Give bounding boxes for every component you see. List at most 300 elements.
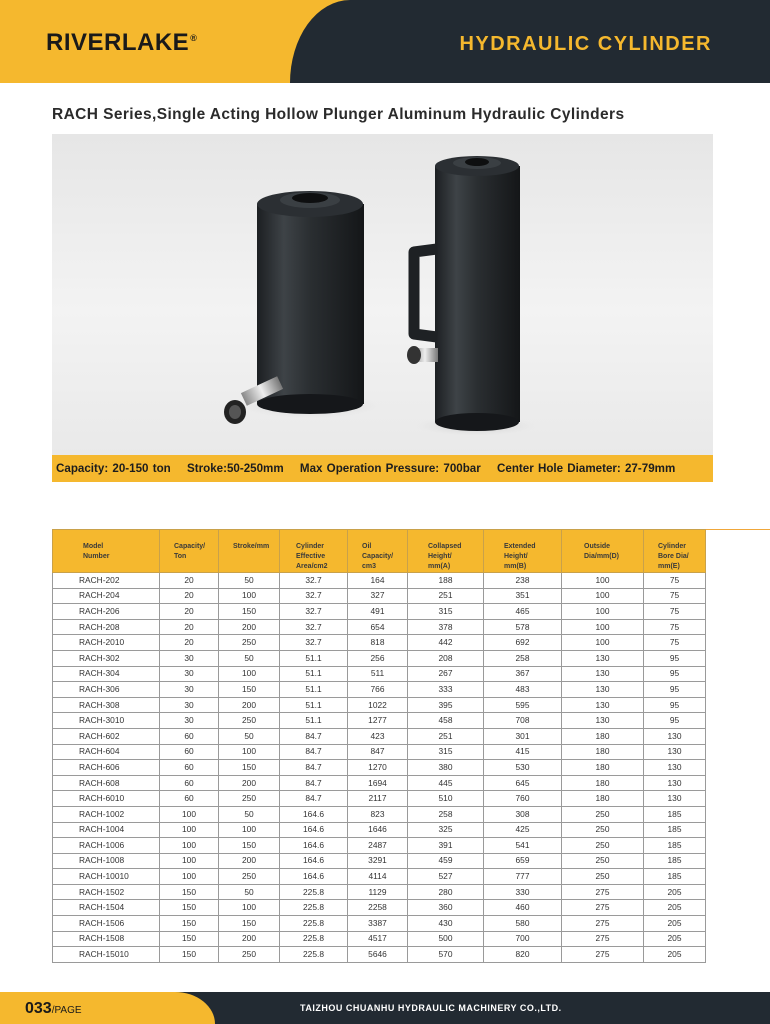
table-cell: 130 [562,713,644,729]
table-cell: 60 [160,760,219,776]
table-cell: 100 [160,806,219,822]
column-header-line: mm(B) [504,563,527,570]
table-cell: 425 [484,822,562,838]
table-cell: 708 [484,713,562,729]
table-cell: 32.7 [280,604,348,620]
table-cell: 692 [484,635,562,651]
table-cell: 32.7 [280,573,348,589]
table-cell: 185 [644,806,706,822]
table-cell: 415 [484,744,562,760]
table-cell: 32.7 [280,619,348,635]
table-cell: 645 [484,775,562,791]
table-cell: 250 [562,806,644,822]
table-cell: 32.7 [280,588,348,604]
table-cell: 4114 [348,869,408,885]
table-body [53,573,706,963]
table-cell: 51.1 [280,697,348,713]
table-cell: 50 [219,728,280,744]
table-cell: 5646 [348,947,408,963]
table-cell: 258 [484,650,562,666]
table-cell: 250 [219,791,280,807]
table-row [53,884,706,900]
table-cell: 32.7 [280,635,348,651]
header-title: HYDRAULIC CYLINDER [459,33,712,55]
table-cell: 700 [484,931,562,947]
column-header-line: Capacity/ [174,543,206,550]
table-row [53,947,706,963]
table-cell: 250 [562,853,644,869]
table-cell: 130 [644,744,706,760]
table-cell: 208 [408,650,484,666]
table-row [53,635,706,651]
table-cell: 205 [644,916,706,932]
table-cell: 1270 [348,760,408,776]
column-header-line: Height/ [504,553,528,560]
table-cell: 2258 [348,900,408,916]
table-cell: 225.8 [280,931,348,947]
table-cell: 100 [562,588,644,604]
table-cell: 100 [219,900,280,916]
table-cell: 150 [219,682,280,698]
table-cell: 51.1 [280,682,348,698]
column-header [348,530,408,573]
table-cell: 164.6 [280,838,348,854]
table-cell: 595 [484,697,562,713]
table-cell: 130 [644,728,706,744]
model-cell: RACH-306 [53,682,160,698]
table-cell: 275 [562,900,644,916]
table-cell: 130 [644,791,706,807]
table-cell: 325 [408,822,484,838]
table-cell: 50 [219,650,280,666]
table-cell: 2117 [348,791,408,807]
table-cell: 823 [348,806,408,822]
table-cell: 20 [160,573,219,589]
column-header-line: Effective [296,553,326,560]
column-header-line: Bore Dia/ [658,553,689,560]
table-cell: 84.7 [280,760,348,776]
table-header [53,530,706,573]
model-cell: RACH-15010 [53,947,160,963]
table-cell: 238 [484,573,562,589]
table-cell: 654 [348,619,408,635]
table-cell: 185 [644,838,706,854]
table-cell: 250 [219,869,280,885]
table-cell: 30 [160,682,219,698]
product-photo [52,134,713,455]
spec-pressure: Max Operation Pressure: 700bar [299,462,481,475]
table-cell: 130 [644,760,706,776]
model-cell: RACH-304 [53,666,160,682]
table-cell: 225.8 [280,916,348,932]
table-cell: 458 [408,713,484,729]
model-cell: RACH-1006 [53,838,160,854]
table-cell: 30 [160,697,219,713]
table-cell: 95 [644,713,706,729]
page-subtitle: RACH Series,Single Acting Hollow Plunger Aluminum Hydraulic Cylinders [52,106,625,123]
table-cell: 200 [219,619,280,635]
column-header-line: Ton [174,553,187,560]
table-cell: 164.6 [280,853,348,869]
table-cell: 150 [160,900,219,916]
table-cell: 580 [484,916,562,932]
table-side-rule [706,529,770,530]
table-row [53,822,706,838]
table-cell: 180 [562,775,644,791]
table-cell: 1694 [348,775,408,791]
table-cell: 367 [484,666,562,682]
table-cell: 75 [644,635,706,651]
table-cell: 511 [348,666,408,682]
table-cell: 250 [219,635,280,651]
table-cell: 95 [644,682,706,698]
table-cell: 30 [160,713,219,729]
table-cell: 20 [160,588,219,604]
table-cell: 95 [644,650,706,666]
table-cell: 527 [408,869,484,885]
table-cell: 185 [644,869,706,885]
table-cell: 75 [644,573,706,589]
model-cell: RACH-308 [53,697,160,713]
table-cell: 250 [562,869,644,885]
table-cell: 130 [562,682,644,698]
table-cell: 100 [160,853,219,869]
table-cell: 380 [408,760,484,776]
table-cell: 333 [408,682,484,698]
table-cell: 164 [348,573,408,589]
column-header [53,530,160,573]
column-header [160,530,219,573]
model-cell: RACH-10010 [53,869,160,885]
table-cell: 251 [408,588,484,604]
model-cell: RACH-1506 [53,916,160,932]
spec-capacity: Capacity: 20-150 ton [56,462,171,475]
column-header-line: Collapsed [428,543,462,550]
table-cell: 258 [408,806,484,822]
table-cell: 164.6 [280,806,348,822]
table-cell: 100 [219,822,280,838]
table-cell: 84.7 [280,744,348,760]
column-header-line: Cylinder [658,543,687,550]
table-row [53,697,706,713]
table-cell: 541 [484,838,562,854]
table-cell: 818 [348,635,408,651]
table-cell: 95 [644,697,706,713]
spec-hole-diameter: Center Hole Diameter: 27-79mm [497,462,676,475]
model-cell: RACH-1002 [53,806,160,822]
table-row [53,916,706,932]
table-cell: 20 [160,635,219,651]
table-row [53,791,706,807]
table-cell: 1277 [348,713,408,729]
table-cell: 442 [408,635,484,651]
table-cell: 395 [408,697,484,713]
table-cell: 100 [160,838,219,854]
table-cell: 225.8 [280,947,348,963]
cylinder-illustration [52,134,713,455]
table-cell: 250 [219,947,280,963]
table-cell: 164.6 [280,869,348,885]
table-cell: 1022 [348,697,408,713]
model-cell: RACH-606 [53,760,160,776]
column-header-line: Area/cm2 [296,563,328,570]
table-cell: 530 [484,760,562,776]
table-row [53,650,706,666]
table-cell: 275 [562,947,644,963]
model-cell: RACH-1508 [53,931,160,947]
table-cell: 100 [160,869,219,885]
model-cell: RACH-202 [53,573,160,589]
table-cell: 301 [484,728,562,744]
table-cell: 84.7 [280,791,348,807]
model-cell: RACH-206 [53,604,160,620]
table-cell: 205 [644,931,706,947]
table-cell: 500 [408,931,484,947]
table-cell: 100 [219,666,280,682]
column-header [219,530,280,573]
table-row [53,775,706,791]
table-row [53,588,706,604]
column-header-line: Model [83,543,104,550]
table-cell: 820 [484,947,562,963]
table-cell: 391 [408,838,484,854]
registered-mark: ® [190,33,198,43]
column-header [562,530,644,573]
table-row [53,573,706,589]
table-row [53,713,706,729]
table-cell: 200 [219,931,280,947]
column-header [408,530,484,573]
table-cell: 51.1 [280,666,348,682]
table-row [53,682,706,698]
table-cell: 130 [562,650,644,666]
brand-logo [46,29,197,57]
table-cell: 185 [644,822,706,838]
table-row [53,666,706,682]
model-cell: RACH-1504 [53,900,160,916]
table-cell: 378 [408,619,484,635]
table-cell: 188 [408,573,484,589]
model-cell: RACH-608 [53,775,160,791]
table-row [53,744,706,760]
table-cell: 423 [348,728,408,744]
model-cell: RACH-204 [53,588,160,604]
column-header [280,530,348,573]
table-cell: 267 [408,666,484,682]
table-cell: 777 [484,869,562,885]
table-cell: 225.8 [280,900,348,916]
table-cell: 360 [408,900,484,916]
table-cell: 75 [644,604,706,620]
table-cell: 256 [348,650,408,666]
table-cell: 60 [160,791,219,807]
table-cell: 60 [160,744,219,760]
spec-bar [52,455,713,482]
page-number [25,1000,82,1018]
table-cell: 150 [219,760,280,776]
column-header-line: Capacity/ [362,553,394,560]
table-cell: 465 [484,604,562,620]
table-cell: 250 [562,838,644,854]
table-cell: 20 [160,619,219,635]
column-header-line: mm(A) [428,563,451,570]
table-cell: 200 [219,853,280,869]
table-cell: 315 [408,744,484,760]
table-cell: 3291 [348,853,408,869]
table-cell: 659 [484,853,562,869]
table-cell: 100 [219,588,280,604]
model-cell: RACH-2010 [53,635,160,651]
table-cell: 250 [562,822,644,838]
table-cell: 280 [408,884,484,900]
model-cell: RACH-1008 [53,853,160,869]
table-cell: 20 [160,604,219,620]
table-cell: 30 [160,650,219,666]
company-name: TAIZHOU CHUANHU HYDRAULIC MACHINERY CO.,LTD. [300,1003,562,1013]
table-cell: 225.8 [280,884,348,900]
table-cell: 75 [644,588,706,604]
table-cell: 84.7 [280,728,348,744]
table-cell: 51.1 [280,713,348,729]
column-header-line: Cylinder [296,543,325,550]
table-cell: 100 [562,573,644,589]
table-cell: 275 [562,931,644,947]
table-cell: 150 [160,947,219,963]
column-header-line: Height/ [428,553,452,560]
table-cell: 150 [219,604,280,620]
table-row [53,728,706,744]
table-cell: 51.1 [280,650,348,666]
table-cell: 84.7 [280,775,348,791]
table-cell: 50 [219,573,280,589]
table-row [53,806,706,822]
table-cell: 100 [562,619,644,635]
table-cell: 330 [484,884,562,900]
table-cell: 30 [160,666,219,682]
table-cell: 180 [562,791,644,807]
table-cell: 251 [408,728,484,744]
table-cell: 60 [160,775,219,791]
table-cell: 483 [484,682,562,698]
table-cell: 50 [219,884,280,900]
table-cell: 578 [484,619,562,635]
table-cell: 100 [562,604,644,620]
table-cell: 308 [484,806,562,822]
table-cell: 430 [408,916,484,932]
table-cell: 760 [484,791,562,807]
table-cell: 100 [219,744,280,760]
table-row [53,931,706,947]
model-cell: RACH-3010 [53,713,160,729]
table-cell: 150 [219,916,280,932]
table-cell: 445 [408,775,484,791]
column-header-line: Oil [362,543,372,550]
table-cell: 200 [219,775,280,791]
table-cell: 205 [644,947,706,963]
column-header-line: Stroke/mm [233,543,270,550]
table-cell: 1646 [348,822,408,838]
table-cell: 766 [348,682,408,698]
column-header-line: Outside [584,543,611,550]
table-row [53,838,706,854]
column-header-line: Extended [504,543,536,550]
table-cell: 205 [644,900,706,916]
table-cell: 60 [160,728,219,744]
table-cell: 275 [562,884,644,900]
table-cell: 491 [348,604,408,620]
table-cell: 180 [562,760,644,776]
table-cell: 4517 [348,931,408,947]
table-row [53,760,706,776]
table-cell: 510 [408,791,484,807]
model-cell: RACH-604 [53,744,160,760]
table-cell: 2487 [348,838,408,854]
model-cell: RACH-1502 [53,884,160,900]
table-cell: 185 [644,853,706,869]
table-row [53,619,706,635]
table-cell: 460 [484,900,562,916]
table-cell: 327 [348,588,408,604]
column-header-line: Dia/mm(D) [584,553,620,560]
column-header-line: mm(E) [658,563,680,570]
column-header-line: cm3 [362,563,377,570]
table-cell: 100 [562,635,644,651]
table-cell: 570 [408,947,484,963]
model-cell: RACH-1004 [53,822,160,838]
table-cell: 847 [348,744,408,760]
brand-name: RIVERLAKE [46,29,190,56]
column-header [644,530,706,573]
table-cell: 3387 [348,916,408,932]
table-cell: 351 [484,588,562,604]
spec-table-wrap [52,529,706,963]
model-cell: RACH-602 [53,728,160,744]
table-cell: 150 [160,884,219,900]
table-row [53,900,706,916]
table-cell: 1129 [348,884,408,900]
table-row [53,853,706,869]
table-cell: 100 [160,822,219,838]
table-cell: 150 [219,838,280,854]
table-cell: 150 [160,916,219,932]
table-cell: 50 [219,806,280,822]
model-cell: RACH-6010 [53,791,160,807]
table-cell: 95 [644,666,706,682]
table-cell: 164.6 [280,822,348,838]
table-cell: 315 [408,604,484,620]
table-cell: 200 [219,697,280,713]
column-header-line: Number [83,553,110,560]
table-cell: 130 [644,775,706,791]
table-header-row [53,530,706,573]
page-number-value: 033 [25,1000,52,1017]
page-suffix: /PAGE [51,1005,82,1016]
table-cell: 150 [160,931,219,947]
table-cell: 180 [562,728,644,744]
table-cell: 130 [562,666,644,682]
spec-table [52,529,706,963]
table-cell: 75 [644,619,706,635]
column-header [484,530,562,573]
table-cell: 130 [562,697,644,713]
table-row [53,604,706,620]
table-cell: 250 [219,713,280,729]
model-cell: RACH-302 [53,650,160,666]
table-cell: 459 [408,853,484,869]
spec-stroke: Stroke:50-250mm [187,462,284,475]
table-cell: 180 [562,744,644,760]
model-cell: RACH-208 [53,619,160,635]
